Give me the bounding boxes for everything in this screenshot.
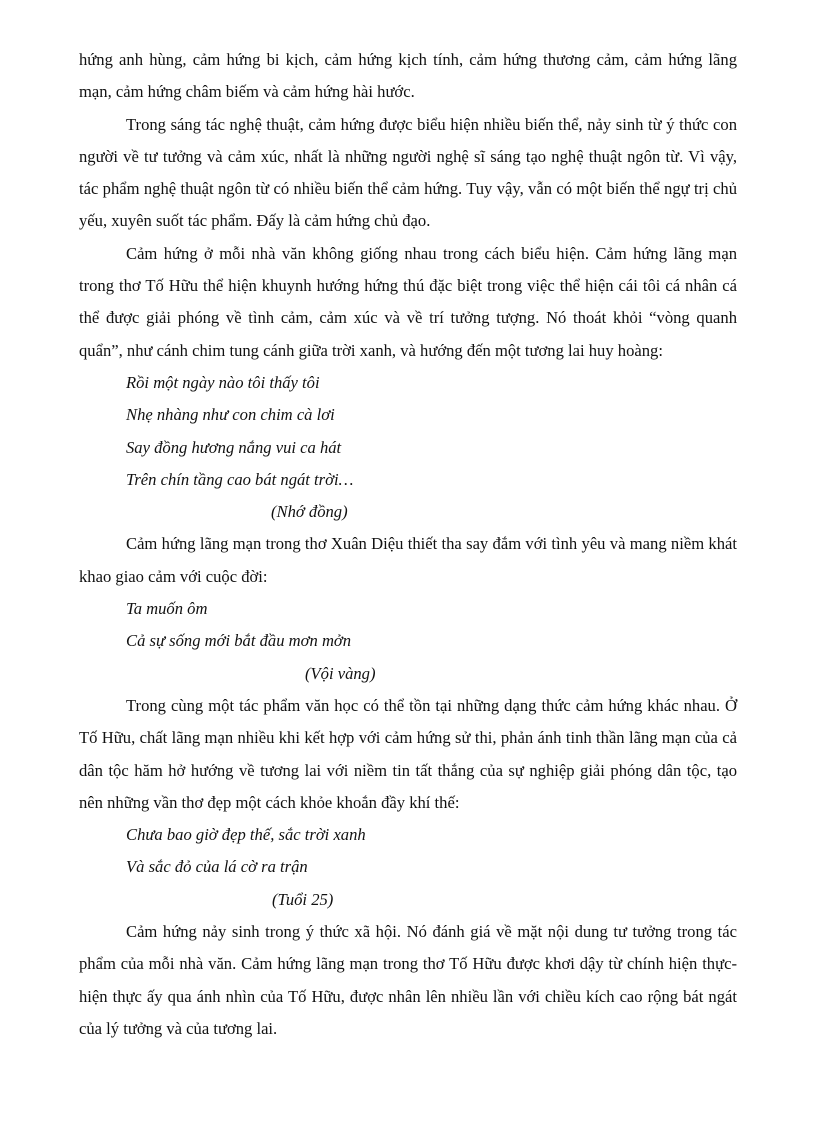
paragraph: Trong cùng một tác phẩm văn học có thể tồn tại những dạng thức cảm hứng khác nhau. Ở Tố Hữu, chất lãng mạn nhiều khi kết hợp với cảm hứng sử thi, phản ánh tinh thần lãng mạn của cả dân tộc hăm hở hướng về tương lai với niềm tin tất thắng của sự nghiệp giải phóng dân tộc, tạo nên những vần thơ đẹp một cách khỏe khoắn đầy khí thế: bbox=[79, 695, 737, 812]
paragraph: hứng anh hùng, cảm hứng bi kịch, cảm hứng kịch tính, cảm hứng thương cảm, cảm hứng lãng mạn, cảm hứng châm biếm và cảm hứng hài hước. bbox=[79, 50, 737, 102]
poem-quote-nho-dong bbox=[79, 367, 737, 528]
verse-line: Nhẹ nhàng như con chim cà lơi bbox=[126, 405, 335, 425]
paragraph: Trong sáng tác nghệ thuật, cảm hứng được biểu hiện nhiều biến thể, nảy sinh từ ý thức con người về tư tưởng và cảm xúc, nhất là những người nghệ sĩ sáng tạo nghệ thuật ngôn từ. Vì vậy, tác phẩm nghệ thuật ngôn từ có nhiều biến thể cảm hứng. Tuy vậy, vẫn có một biến thể ngự trị chủ yếu, xuyên suốt tác phẩm. Đấy là cảm hứng chủ đạo. bbox=[79, 114, 737, 231]
verse-line: Và sắc đỏ của lá cờ ra trận bbox=[126, 857, 308, 877]
verse-line: Cả sự sống mới bắt đầu mơn mởn bbox=[126, 631, 352, 651]
poem-source: (Tuổi 25) bbox=[272, 889, 334, 909]
paragraph: Cảm hứng ở mỗi nhà văn không giống nhau trong cách biểu hiện. Cảm hứng lãng mạn trong thơ Tố Hữu thể hiện khuynh hướng hứng thú đặc biệt trong việc thể hiện cái tôi cá nhân cá thể được giải phóng về tình cảm, cảm xúc và về trí tưởng tượng. Nó thoát khỏi “vòng quanh quẩn”, như cánh chim tung cánh giữa trời xanh, và hướng đến một tương lai huy hoàng: bbox=[79, 243, 737, 360]
paragraph: Cảm hứng nảy sinh trong ý thức xã hội. Nó đánh giá về mặt nội dung tư tưởng trong tác phẩm của mỗi nhà văn. Cảm hứng lãng mạn trong thơ Tố Hữu được khơi dậy từ chính hiện thực- hiện thực ấy qua ánh nhìn của Tố Hữu, được nhân lên nhiều lần với chiều kích cao rộng bát ngát của lý tưởng và của tương lai. bbox=[79, 922, 737, 1038]
verse-line: Rồi một ngày nào tôi thấy tôi bbox=[126, 372, 320, 392]
poem-quote-tuoi-25 bbox=[79, 819, 737, 916]
verse-line: Chưa bao giờ đẹp thế, sắc trời xanh bbox=[126, 825, 366, 845]
paragraph: Cảm hứng lãng mạn trong thơ Xuân Diệu thiết tha say đắm với tình yêu và mang niềm khát khao giao cảm với cuộc đời: bbox=[79, 534, 737, 586]
document-page bbox=[79, 44, 737, 1045]
poem-source: (Nhớ đồng) bbox=[271, 502, 348, 522]
poem-quote-voi-vang bbox=[79, 593, 737, 690]
verse-line: Trên chín tầng cao bát ngát trời… bbox=[126, 469, 354, 489]
verse-line: Ta muốn ôm bbox=[126, 599, 208, 619]
verse-line: Say đồng hương nắng vui ca hát bbox=[126, 437, 342, 457]
poem-source: (Vội vàng) bbox=[305, 663, 376, 683]
